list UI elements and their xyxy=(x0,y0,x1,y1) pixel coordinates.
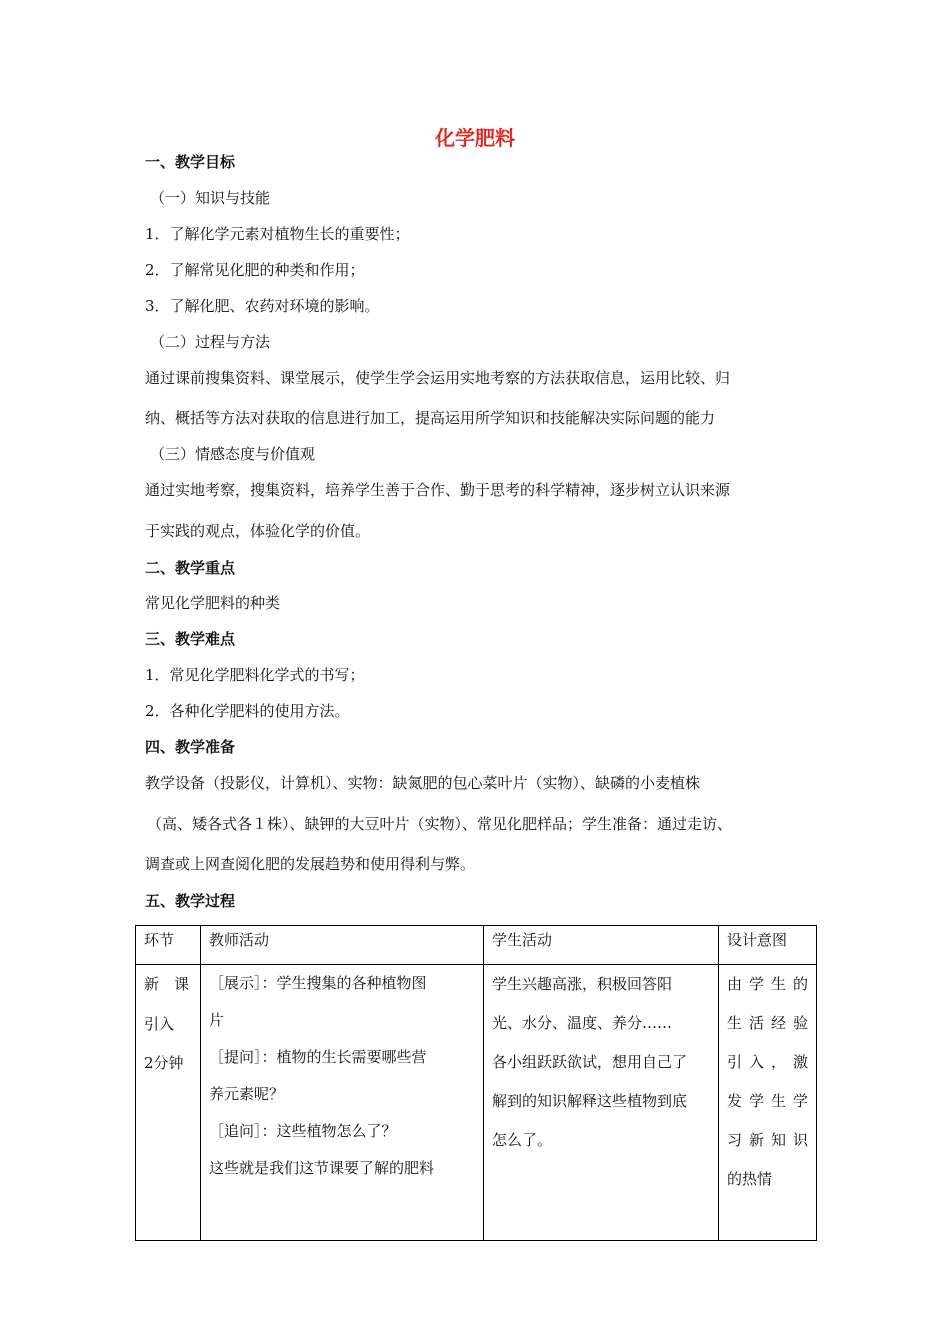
design-intent-line: 的热情 xyxy=(727,1170,773,1188)
table-header-cell: 环节 xyxy=(136,926,201,965)
teaching-process-table xyxy=(135,925,817,1241)
difficulty-item: 2．各种化学肥料的使用方法。 xyxy=(145,702,350,720)
subheading-knowledge-skills: （一）知识与技能 xyxy=(150,189,271,207)
teacher-activity-line: 片 xyxy=(209,1011,225,1029)
section-heading-key-points: 二、教学重点 xyxy=(145,559,236,577)
stage-line: 2分钟 xyxy=(144,1054,184,1072)
table-row xyxy=(136,965,817,1241)
document-title: 化学肥料 xyxy=(435,126,515,150)
teacher-activity-line: 养元素呢？ xyxy=(209,1085,285,1103)
subheading-attitude-values: （三）情感态度与价值观 xyxy=(150,445,316,463)
design-intent-line: 引入，激 xyxy=(727,1053,808,1071)
stage-cell xyxy=(136,965,201,1241)
section-heading-difficulties: 三、教学难点 xyxy=(145,630,236,648)
preparation-line: 调查或上网查阅化肥的发展趋势和使用得利与弊。 xyxy=(145,855,476,873)
section-heading-process: 五、教学过程 xyxy=(145,892,236,910)
key-point-text: 常见化学肥料的种类 xyxy=(145,594,281,612)
teacher-activity-line: ［展示］：学生搜集的各种植物图 xyxy=(209,974,427,992)
section-heading-objectives: 一、教学目标 xyxy=(145,153,236,171)
preparation-line: （高、矮各式各１株）、缺钾的大豆叶片（实物）、常见化肥样品；学生准备：通过走访、 xyxy=(147,815,733,833)
design-intent-line: 由学生的 xyxy=(727,975,808,993)
student-activity-line: 解到的知识解释这些植物到底 xyxy=(492,1092,688,1110)
objective-item: 3．了解化肥、农药对环境的影响。 xyxy=(145,297,380,315)
teacher-activity-line: ［追问］：这些植物怎么了？ xyxy=(209,1122,397,1140)
objective-item: 2．了解常见化肥的种类和作用； xyxy=(145,261,365,279)
student-activity-line: 怎么了。 xyxy=(492,1131,553,1149)
paragraph-line: 纳、概括等方法对获取的信息进行加工，提高运用所学知识和技能解决实际问题的能力 xyxy=(145,409,716,427)
student-activity-line: 光、水分、温度、养分…… xyxy=(492,1014,673,1032)
difficulty-item: 1．常见化学肥料化学式的书写； xyxy=(145,666,365,684)
paragraph-line: 于实践的观点，体验化学的价值。 xyxy=(145,522,371,540)
design-intent-line: 发学生学 xyxy=(727,1092,808,1110)
preparation-line: 教学设备（投影仪，计算机）、实物：缺氮肥的包心菜叶片（实物）、缺磷的小麦植株 xyxy=(145,774,701,792)
subheading-process-method: （二）过程与方法 xyxy=(150,333,271,351)
design-intent-cell xyxy=(719,965,817,1241)
teacher-activity-line: ［提问］：植物的生长需要哪些营 xyxy=(209,1048,427,1066)
objective-item: 1．了解化学元素对植物生长的重要性； xyxy=(145,225,410,243)
table-header-cell: 设计意图 xyxy=(719,926,817,965)
table-header-cell: 学生活动 xyxy=(484,926,719,965)
student-activity-line: 各小组跃跃欲试，想用自己了 xyxy=(492,1053,688,1071)
table-header-row xyxy=(136,926,817,965)
teacher-activity-line: 这些就是我们这节课要了解的肥料 xyxy=(209,1159,435,1177)
paragraph-line: 通过课前搜集资料、课堂展示，使学生学会运用实地考察的方法获取信息，运用比较、归 xyxy=(145,369,731,387)
teacher-activity-cell xyxy=(201,965,484,1241)
stage-line: 新 课 xyxy=(144,975,190,993)
design-intent-line: 习新知识 xyxy=(727,1131,808,1149)
stage-line: 引入 xyxy=(144,1014,175,1033)
student-activity-line: 学生兴趣高涨，积极回答阳 xyxy=(492,975,673,993)
table-header-cell: 教师活动 xyxy=(201,926,484,965)
design-intent-line: 生活经验 xyxy=(727,1014,808,1032)
section-heading-preparation: 四、教学准备 xyxy=(145,738,236,756)
student-activity-cell xyxy=(484,965,719,1241)
paragraph-line: 通过实地考察，搜集资料，培养学生善于合作、勤于思考的科学精神，逐步树立认识来源 xyxy=(145,481,731,499)
